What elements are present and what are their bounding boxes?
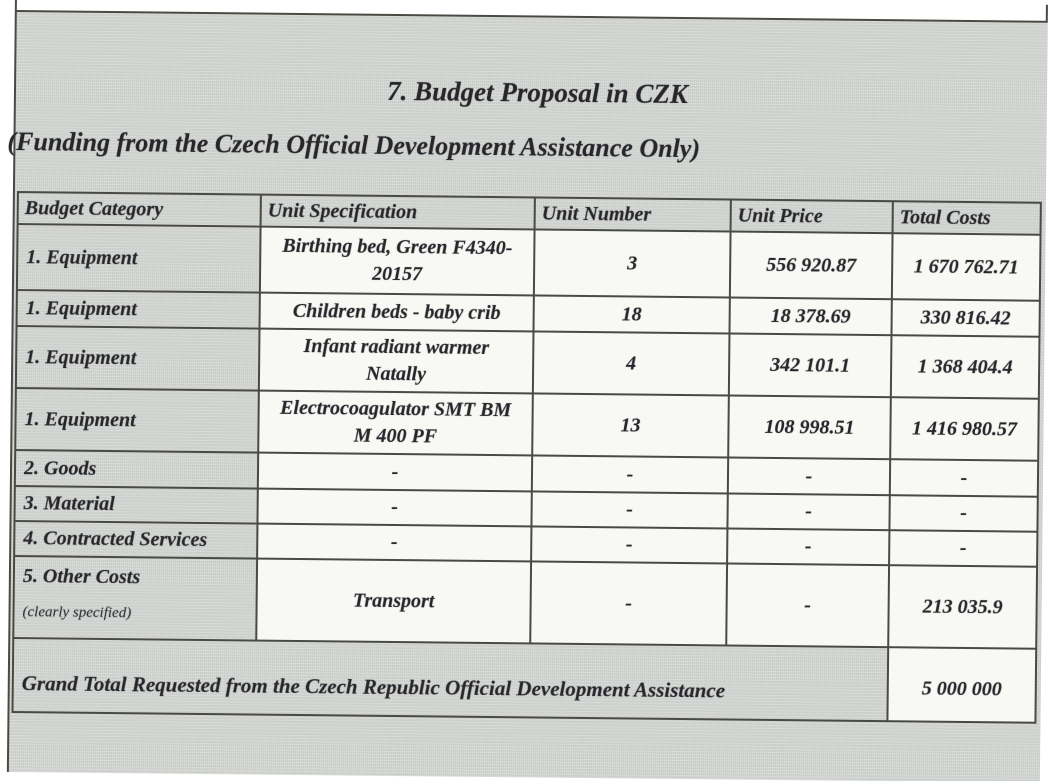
cell-unit-number: - (530, 561, 727, 645)
cell-total-costs: 1 416 980.57 (890, 397, 1039, 461)
cell-spec: - (257, 524, 531, 562)
cell-total-costs: - (890, 459, 1038, 497)
grand-total-value: 5 000 000 (887, 647, 1036, 723)
cell-spec: Children beds - baby crib (260, 293, 534, 332)
table-row (13, 556, 1037, 649)
cell-unit-number: 4 (533, 331, 730, 395)
shaded-section (9, 10, 1048, 781)
cell-category: 1. Equipment (16, 326, 260, 391)
grand-total-label: Grand Total Requested from the Czech Republic Official Development Assistance (12, 638, 888, 721)
cell-spec: - (258, 453, 532, 492)
cell-unit-price: - (728, 457, 890, 495)
cell-total-costs: 1 670 762.71 (892, 233, 1041, 301)
table-row (15, 388, 1039, 461)
cell-unit-number: 13 (532, 393, 729, 457)
cell-unit-price: 342 101.1 (729, 334, 892, 398)
column-header-unit-number: Unit Number (535, 197, 731, 231)
category-note: (clearly specified) (22, 604, 132, 622)
cell-unit-price: 108 998.51 (728, 395, 891, 459)
column-header-total-costs: Total Costs (893, 201, 1041, 235)
cell-category: 1. Equipment (15, 388, 259, 453)
grand-total-row (12, 638, 1036, 723)
cell-category: 4. Contracted Services (14, 521, 257, 559)
cell-total-costs: 330 816.42 (891, 299, 1039, 337)
cell-unit-price: - (727, 528, 889, 565)
cell-category (13, 556, 257, 641)
cell-spec: - (257, 489, 531, 527)
cell-unit-number: 3 (534, 229, 731, 297)
cell-total-costs: - (889, 495, 1037, 532)
table-row (17, 224, 1041, 301)
cell-spec: Electrocoagulator SMT BM M 400 PF (258, 391, 533, 456)
cell-total-costs: 213 035.9 (888, 565, 1037, 649)
cell-category: 1. Equipment (17, 290, 260, 329)
cell-spec: Birthing bed, Green F4340- 20157 (260, 227, 535, 296)
cell-unit-number: - (531, 526, 727, 563)
table-row (16, 326, 1040, 399)
cell-spec: Infant radiant warmer Natally (259, 329, 534, 394)
cell-category: 3. Material (14, 486, 257, 524)
cell-unit-price: 556 920.87 (730, 232, 893, 300)
cell-total-costs: - (889, 530, 1037, 567)
funding-subtitle: (Funding from the Czech Official Development Assistance Only) (7, 126, 701, 164)
cell-spec: Transport (256, 559, 531, 644)
cell-category: 2. Goods (15, 450, 258, 489)
column-header-unit-specification: Unit Specification (261, 195, 535, 230)
cell-unit-number: - (531, 491, 727, 528)
section-title: 7. Budget Proposal in CZK (386, 75, 689, 110)
cell-unit-number: 18 (533, 295, 729, 333)
cell-unit-number: - (532, 455, 728, 493)
right-border-remnant (1046, 5, 1048, 21)
column-header-budget-category: Budget Category (18, 192, 261, 227)
column-header-unit-price: Unit Price (731, 200, 893, 234)
scan-sheet (7, 0, 1048, 781)
cell-category: 1. Equipment (17, 224, 261, 293)
cell-unit-price: 18 378.69 (729, 298, 891, 336)
cell-unit-price: - (727, 493, 889, 530)
budget-table (11, 191, 1041, 724)
cell-total-costs: 1 368 404.4 (891, 335, 1040, 399)
cell-unit-price: - (726, 563, 889, 647)
category-label: 5. Other Costs (22, 565, 141, 589)
